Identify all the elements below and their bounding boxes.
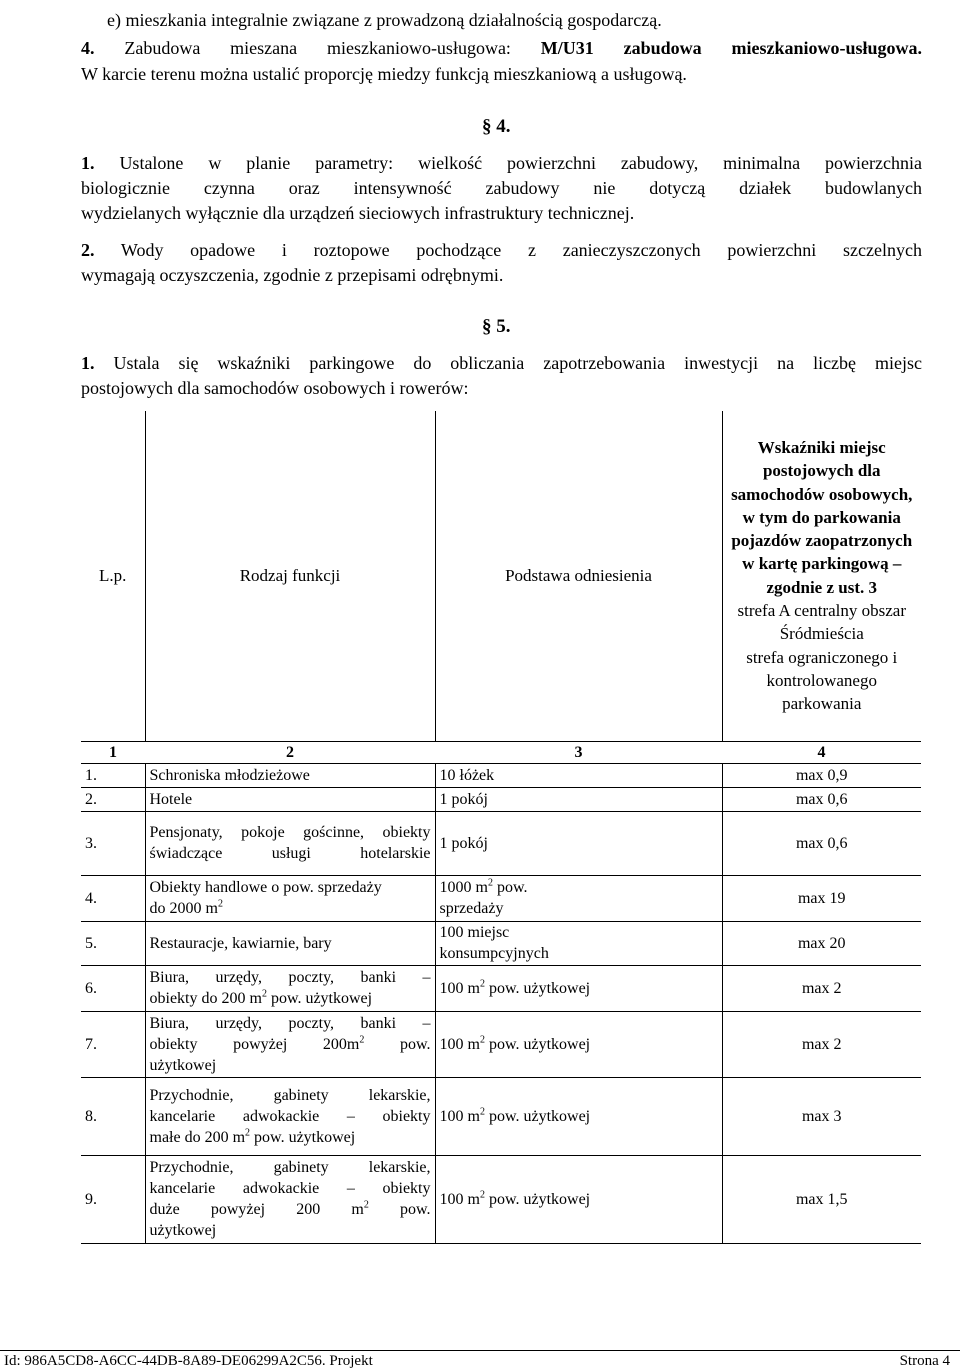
row-rodzaj: Hotele	[145, 787, 435, 811]
row-wskaznik: max 1,5	[722, 1155, 921, 1243]
page-footer	[0, 1350, 960, 1372]
table-header-row	[81, 411, 921, 741]
row-rodzaj: Obiekty handlowe o pow. sprzedaży do 2000 $m^2$	[145, 875, 435, 921]
row-lp: 5.	[81, 921, 145, 965]
header-podstawa: Podstawa odniesienia	[435, 411, 722, 741]
header-wskazniki-text: Wskaźniki miejsc postojowych dla samochodów osobowych, w tym do parkowania pojazdów zaopatrzonych w kartę parkingową – zgodnie z ust. 3	[731, 437, 913, 597]
row-lp: 2.	[81, 787, 145, 811]
header-strefa-ograniczonego: strefa ograniczonego i kontrolowanego parkowania	[746, 647, 898, 714]
section-4-item-1-line3: wydzielanych wyłącznie dla urządzeń sieciowych infrastruktury technicznej.	[81, 203, 635, 223]
row-lp: 9.	[81, 1155, 145, 1243]
table-row	[81, 787, 921, 811]
row-wskaznik: max 0,6	[722, 811, 921, 875]
row-podstawa: 100 $m^2$ pow. użytkowej	[435, 1077, 722, 1155]
section-4-item-2-line2: wymagają oczyszczenia, zgodnie z przepisami odrębnymi.	[81, 265, 504, 285]
table-row	[81, 921, 921, 965]
row-podstawa: 1000 $m^2$ pow. sprzedaży	[435, 875, 722, 921]
row-lp: 1.	[81, 763, 145, 787]
row-wskaznik: max 2	[722, 965, 921, 1011]
row-rodzaj: Biura, urzędy, poczty, banki – obiekty do 200 $m^2$ pow. użytkowej	[145, 965, 435, 1011]
parking-indicators-table	[81, 411, 921, 1244]
row-rodzaj: Przychodnie, gabinety lekarskie, kancelarie adwokackie – obiekty duże powyżej 200 $m^2$ pow. użytkowej	[145, 1155, 435, 1243]
header-lp: L.p.	[99, 566, 127, 586]
section-4-item-1-line2: biologicznie czynna oraz intensywność zabudowy nie dotyczą działek budowlanych	[81, 178, 922, 198]
row-wskaznik: max 3	[722, 1077, 921, 1155]
row-rodzaj: Schroniska młodzieżowe	[145, 763, 435, 787]
row-wskaznik: max 20	[722, 921, 921, 965]
section-4-item-2-line1	[81, 238, 922, 263]
section-5-item-1-text: Ustala się wskaźniki parkingowe do obliczania zapotrzebowania inwestycji na liczbę miejsc	[113, 353, 923, 373]
row-lp: 7.	[81, 1011, 145, 1077]
row-podstawa: 100 $m^2$ pow. użytkowej	[435, 1011, 722, 1077]
row-podstawa: 100 $m^2$ pow. użytkowej	[435, 965, 722, 1011]
paragraph-4-line2: W karcie terenu można ustalić proporcję miedzy funkcją mieszkaniową a usługową.	[81, 64, 687, 84]
paragraph-4-text: Zabudowa mieszana mieszkaniowo-usługowa:	[124, 38, 511, 58]
row-rodzaj: Przychodnie, gabinety lekarskie, kancelarie adwokackie – obiekty małe do 200 $m^2$ pow. użytkowej	[145, 1077, 435, 1155]
paragraph-4-number: 4.	[81, 38, 95, 58]
table-row	[81, 875, 921, 921]
row-podstawa: 100 $m^2$ pow. użytkowej	[435, 1155, 722, 1243]
page-number: Strona 4	[899, 1353, 950, 1369]
row-wskaznik: max 0,6	[722, 787, 921, 811]
section-4-item-1-line1	[81, 151, 922, 176]
paragraph-4	[81, 36, 922, 61]
header-rodzaj: Rodzaj funkcji	[145, 411, 435, 741]
row-wskaznik: max 19	[722, 875, 921, 921]
row-rodzaj: Biura, urzędy, poczty, banki – obiekty powyżej $200m^2$ pow. użytkowej	[145, 1011, 435, 1077]
row-podstawa: 1 pokój	[435, 787, 722, 811]
column-numbers-row	[81, 741, 921, 763]
col-num-4: 4	[722, 741, 921, 763]
paragraph-4-bold: M/U31 zabudowa mieszkaniowo-usługowa.	[540, 38, 922, 58]
section-4-item-1-number: 1.	[81, 153, 95, 173]
col-num-3: 3	[435, 741, 722, 763]
col-num-2: 2	[145, 741, 435, 763]
table-row	[81, 965, 921, 1011]
list-item-e: e) mieszkania integralnie związane z prowadzoną działalnością gospodarczą.	[107, 10, 662, 30]
row-lp: 3.	[81, 811, 145, 875]
section-5-item-1-line2: postojowych dla samochodów osobowych i rowerów:	[81, 378, 469, 398]
section-5-item-1-number: 1.	[81, 353, 95, 373]
row-rodzaj: Pensjonaty, pokoje gościnne, obiekty świadczące usługi hotelarskie	[145, 811, 435, 875]
section-4-item-1-text: Ustalone w planie parametry: wielkość powierzchni zabudowy, minimalna powierzchnia	[119, 153, 922, 173]
header-wskazniki	[722, 411, 921, 741]
row-lp: 8.	[81, 1077, 145, 1155]
table-row	[81, 811, 921, 875]
table-row	[81, 1011, 921, 1077]
section-5-item-1-line1	[81, 351, 922, 376]
row-rodzaj: Restauracje, kawiarnie, bary	[145, 921, 435, 965]
section-4-item-2-number: 2.	[81, 240, 95, 260]
row-podstawa: 10 łóżek	[435, 763, 722, 787]
row-podstawa: 1 pokój	[435, 811, 722, 875]
row-wskaznik: max 2	[722, 1011, 921, 1077]
table-row	[81, 763, 921, 787]
row-podstawa: 100 miejsc konsumpcyjnych	[435, 921, 722, 965]
section-5-heading: § 5.	[482, 316, 511, 337]
header-strefa-a: strefa A centralny obszar Śródmieścia	[737, 601, 906, 644]
section-4-item-2-text: Wody opadowe i roztopowe pochodzące z zanieczyszczonych powierzchni szczelnych	[120, 240, 922, 260]
col-num-1: 1	[81, 741, 145, 763]
table-row	[81, 1077, 921, 1155]
row-lp: 4.	[81, 875, 145, 921]
row-lp: 6.	[81, 965, 145, 1011]
table-row	[81, 1155, 921, 1243]
row-wskaznik: max 0,9	[722, 763, 921, 787]
document-id: Id: 986A5CD8-A6CC-44DB-8A89-DE06299A2C56. Projekt	[4, 1353, 373, 1369]
section-4-heading: § 4.	[482, 116, 511, 137]
